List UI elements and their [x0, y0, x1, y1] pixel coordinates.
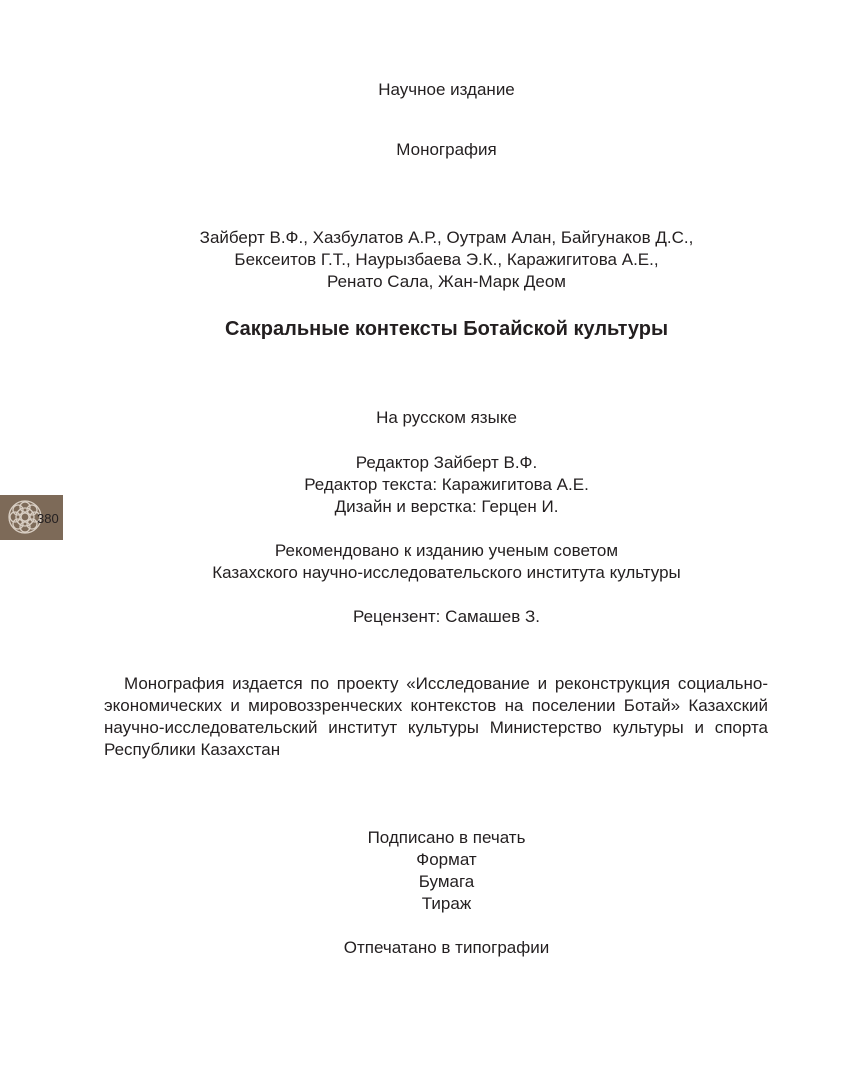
project-note: Монография издается по проекту «Исследование и реконструкция социально-экономических и мировоззренческих контекстов на поселении Ботай» Казахский научно-исследовательский институт культуры Министерство культуры и спорта Республики Казахстан: [104, 674, 768, 759]
reviewer: Рецензент: Самашев З.: [352, 607, 541, 626]
authors-line: Ренато Сала, Жан-Марк Деом: [327, 272, 566, 291]
book-title: Сакральные контексты Ботайской культуры: [224, 318, 669, 340]
print-info-line: Тираж: [421, 894, 472, 913]
genre: Монография: [396, 140, 497, 159]
print-info-line: Бумага: [418, 872, 475, 891]
authors-line: Зайберт В.Ф., Хазбулатов А.Р., Оутрам Алан, Байгунаков Д.С.,: [199, 228, 694, 247]
recommendation-line: Рекомендовано к изданию ученым советом: [274, 541, 619, 560]
print-info-line: Подписано в печать: [367, 828, 526, 847]
page-number: 380: [37, 511, 59, 526]
edition-type: Научное издание: [378, 80, 515, 99]
credit-line: Дизайн и верстка: Герцен И.: [334, 497, 559, 516]
authors-line: Бексеитов Г.Т., Наурызбаева Э.К., Каражигитова А.Е.,: [234, 250, 659, 269]
language-note: На русском языке: [376, 408, 517, 427]
credit-line: Редактор Зайберт В.Ф.: [355, 453, 538, 472]
recommendation-line: Казахского научно-исследовательского института культуры: [212, 563, 681, 582]
printed-at: Отпечатано в типографии: [343, 938, 550, 957]
credit-line: Редактор текста: Каражигитова А.Е.: [304, 475, 589, 494]
print-info-line: Формат: [416, 850, 477, 869]
